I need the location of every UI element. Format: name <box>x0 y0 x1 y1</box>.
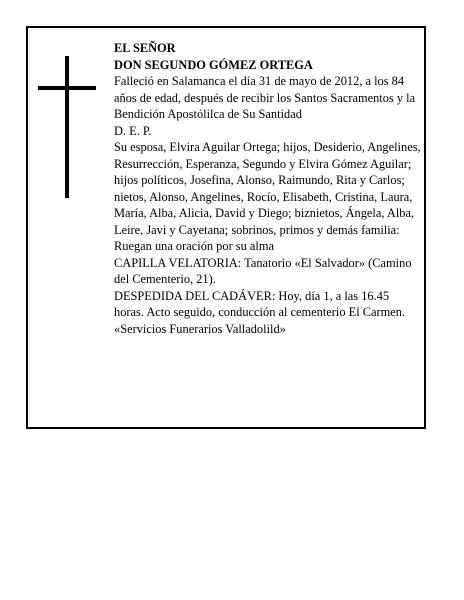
death-paragraph: Falleció en Salamanca el día 31 de mayo de 2012, a los 84 años de edad, después de recibir los Santos Sacramentos y la Bendición Apostólilca de Su Santidad <box>114 74 416 121</box>
dep-line: D. E. P. <box>114 123 152 138</box>
latin-cross-icon <box>38 56 96 198</box>
despedida-paragraph: DESPEDIDA DEL CADÁVER: Hoy, día 1, a las 16.45 horas. Acto seguido, conducción al cementerio El Carmen. <box>114 288 406 319</box>
prayer-line: Ruegan una oración por su alma <box>114 239 274 253</box>
funeral-service: «Servicios Funerarios Valladolild» <box>114 321 286 336</box>
cross-horizontal-bar <box>38 86 96 90</box>
family-paragraph: Su esposa, Elvira Aguilar Ortega; hijos, Desiderio, Angelines, Resurrección, Esperanza, Segundo y Elvira Gómez Aguilar; hijos políticos, Josefina, Alonso, Raimundo, Rita y Carlos; nietos, Alonso, Angelines, Rocío, Elisabeth, Cristina, Laura, María, Alba, Alicia, David y Diego; biznietos, Ángela, Alba, Leire, Javi y Cayetana; sobrinos, primos y demás familia: <box>114 140 421 237</box>
deceased-name: DON SEGUNDO GÓMEZ ORTEGA <box>114 57 313 72</box>
capilla-paragraph: CAPILLA VELATORIA: Tanatorio «El Salvador» (Camino del Cementerio, 21). <box>114 255 412 286</box>
notice-title: EL SEÑOR <box>114 41 176 55</box>
cross-vertical-bar <box>65 56 69 198</box>
obituary-notice <box>26 26 426 429</box>
notice-text <box>114 40 422 337</box>
